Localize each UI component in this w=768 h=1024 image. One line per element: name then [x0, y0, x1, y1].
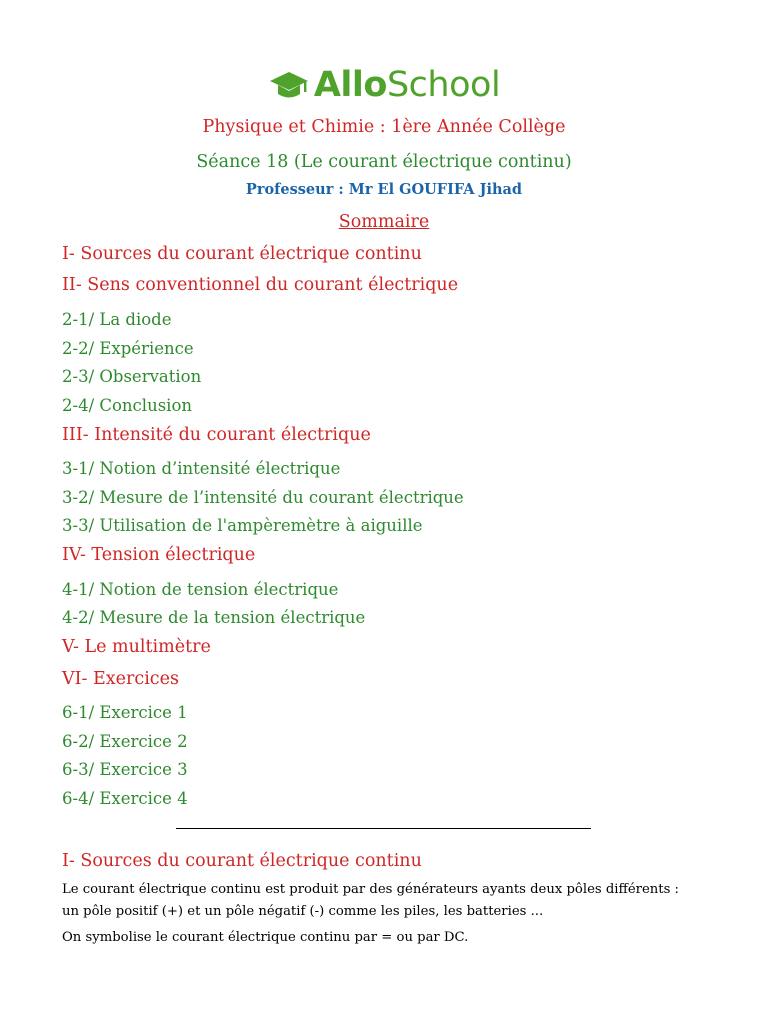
toc-section-6: VI- Exercices	[62, 669, 179, 689]
toc-item-6-1: 6-1/ Exercice 1	[62, 703, 188, 722]
document-title: Physique et Chimie : 1ère Année Collège	[202, 117, 566, 137]
toc-item-2-1: 2-1/ La diode	[62, 310, 172, 329]
toc-item-2-4: 2-4/ Conclusion	[62, 396, 193, 415]
session-title: Séance 18 (Le courant électrique continu)	[196, 152, 572, 172]
toc-item-2-2: 2-2/ Expérience	[62, 339, 194, 358]
toc-item-6-3: 6-3/ Exercice 3	[62, 760, 188, 779]
toc-item-4-1: 4-1/ Notion de tension électrique	[62, 580, 339, 599]
toc-section-5: V- Le multimètre	[62, 637, 211, 657]
toc-item-6-2: 6-2/ Exercice 2	[62, 732, 188, 751]
teacher-name: Professeur : Mr El GOUFIFA Jihad	[245, 181, 523, 198]
toc-item-3-1: 3-1/ Notion d’intensité électrique	[62, 459, 341, 478]
graduation-cap-icon	[268, 64, 310, 106]
logo-text-regular: School	[386, 65, 501, 105]
section-1-paragraph-line-1: Le courant électrique continu est produit par des générateurs ayants deux pôles différents :	[62, 882, 679, 897]
logo-text-bold: Allo	[313, 65, 387, 105]
toc-item-3-3: 3-3/ Utilisation de l'ampèremètre à aiguille	[62, 516, 423, 535]
summary-heading: Sommaire	[338, 212, 430, 232]
toc-item-2-3: 2-3/ Observation	[62, 367, 202, 386]
toc-section-2: II- Sens conventionnel du courant électrique	[62, 275, 459, 295]
section-1-paragraph-line-2: un pôle positif (+) et un pôle négatif (-) comme les piles, les batteries ...	[62, 904, 544, 919]
toc-item-6-4: 6-4/ Exercice 4	[62, 789, 188, 808]
toc-section-1: I- Sources du courant électrique continu	[62, 244, 422, 264]
alloschool-logo	[0, 62, 768, 108]
toc-section-4: IV- Tension électrique	[62, 545, 256, 565]
toc-item-3-2: 3-2/ Mesure de l’intensité du courant électrique	[62, 488, 464, 507]
horizontal-divider	[176, 828, 591, 829]
toc-item-4-2: 4-2/ Mesure de la tension électrique	[62, 608, 366, 627]
section-1-paragraph-line-3: On symbolise le courant électrique continu par = ou par DC.	[62, 930, 469, 945]
section-1-heading: I- Sources du courant électrique continu	[62, 851, 422, 871]
toc-section-3: III- Intensité du courant électrique	[62, 425, 371, 445]
logo-text	[314, 62, 500, 108]
